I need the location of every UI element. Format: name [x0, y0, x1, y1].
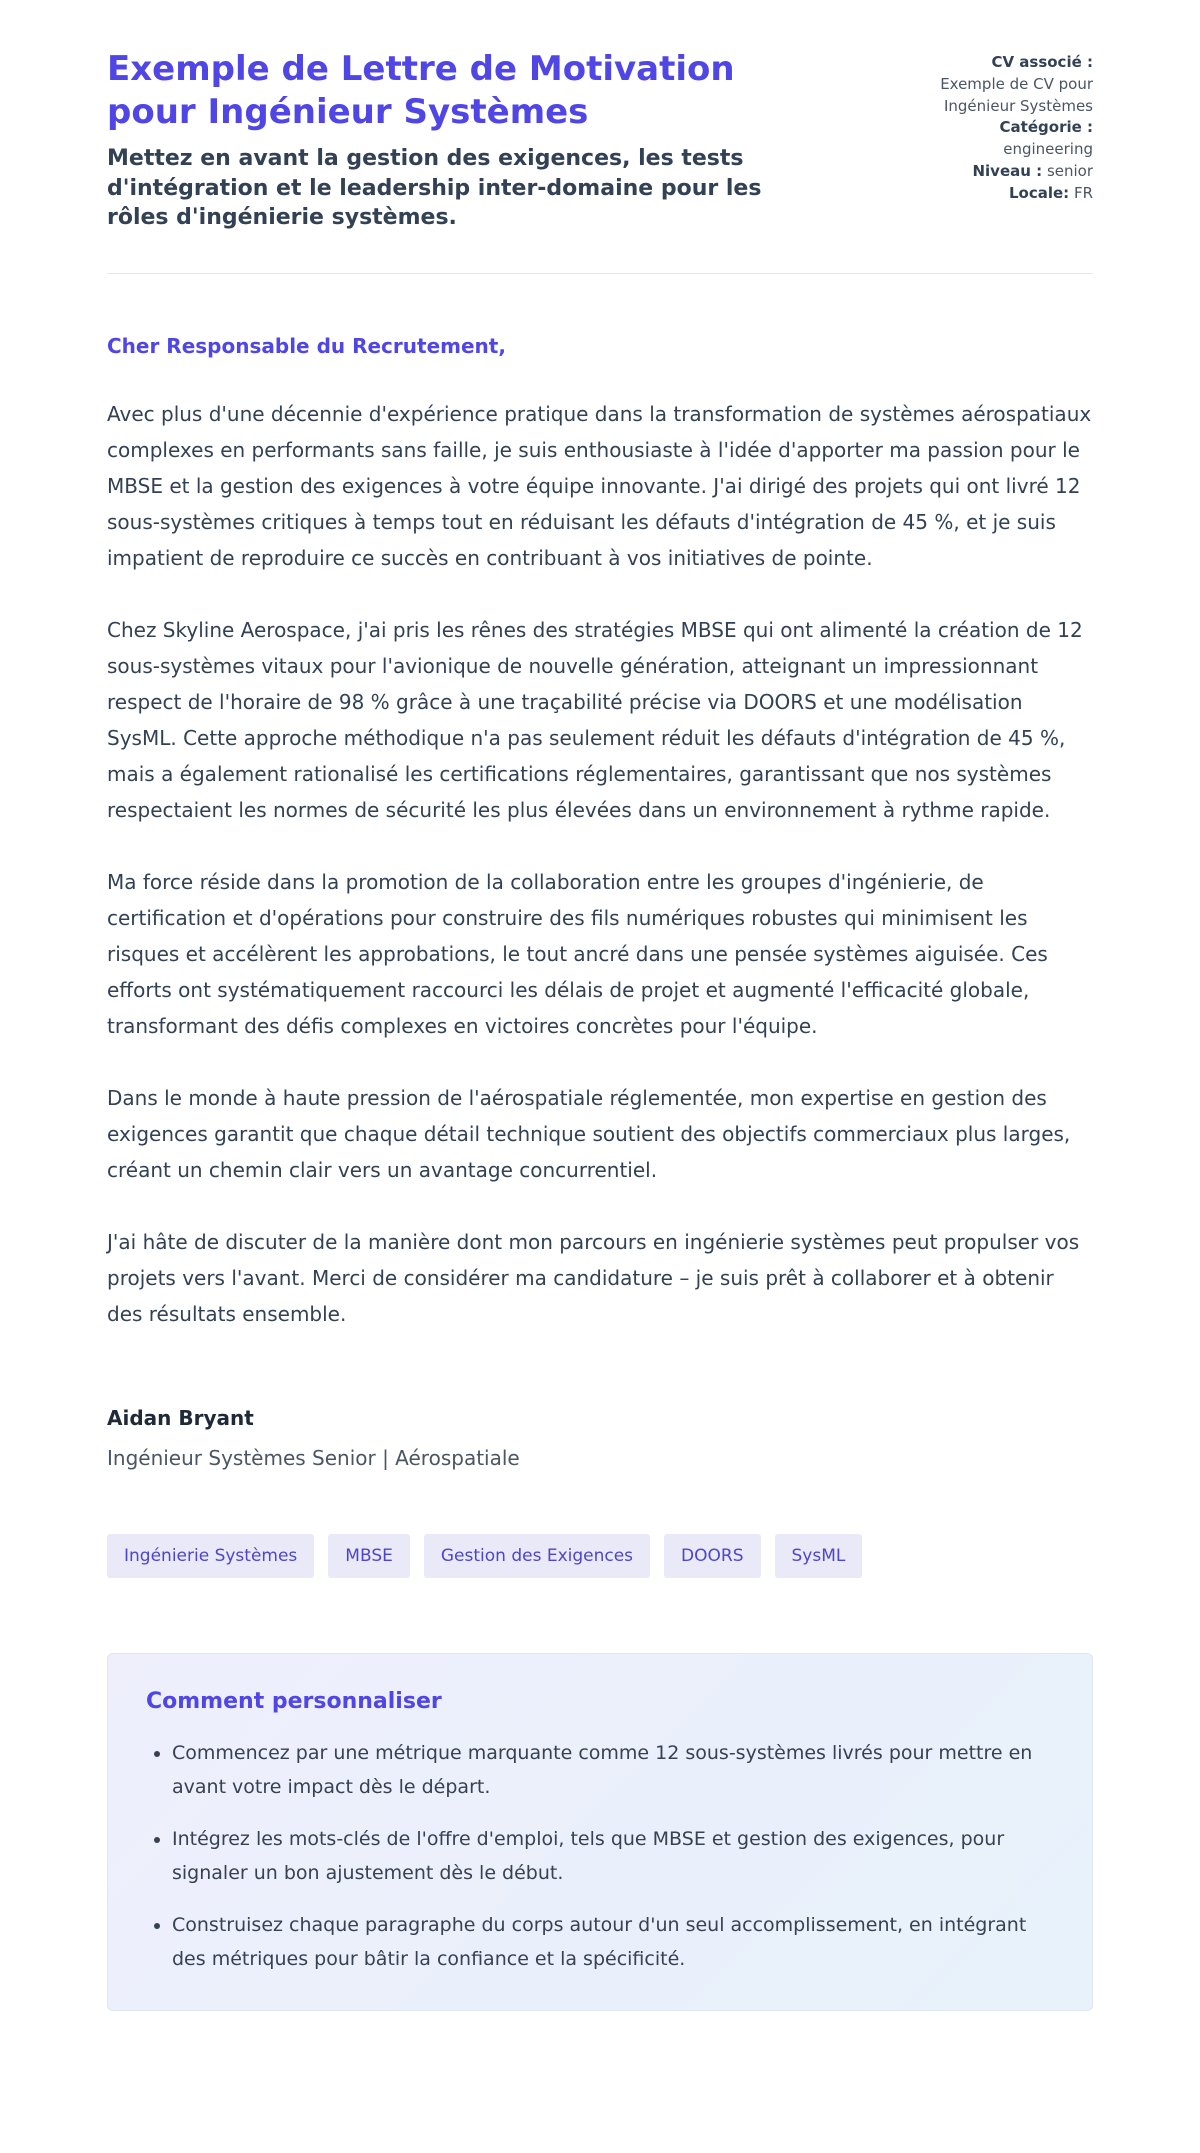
page-subtitle: Mettez en avant la gestion des exigences, les tests d'intégration et le leadership inter-domaine pour les rôles d'ingénierie systèmes.: [107, 145, 762, 231]
howto-title: Comment personnaliser: [146, 1689, 442, 1715]
letter-signature: [107, 1404, 1093, 1472]
howto-tip-1: • Commencez par une métrique marquante comme 12 sous-systèmes livrés pour mettre en avant votre impact dès le départ.: [172, 1736, 1054, 1804]
header-title-block: [107, 48, 827, 233]
howto-tip-2: • Intégrez les mots-clés de l'offre d'emploi, tels que MBSE et gestion des exigences, pour signaler un bon ajustement dès le début.: [172, 1822, 1054, 1890]
meta-value-cv: Exemple de CV pour Ingénieur Systèmes: [940, 74, 1093, 115]
tag-doors[interactable]: DOORS: [664, 1534, 760, 1578]
meta-label-cv: CV associé :: [991, 53, 1093, 71]
meta-row-cv: [933, 52, 1093, 117]
signature-name: Aidan Bryant: [107, 1406, 254, 1431]
howto-tip-3: • Construisez chaque paragraphe du corps autour d'un seul accomplissement, en intégrant des métriques pour bâtir la confiance et la spécificité.: [172, 1908, 1054, 1976]
meta-row-level: [933, 161, 1093, 183]
meta-value-locale: FR: [1073, 183, 1093, 202]
letter-paragraph-2: Chez Skyline Aerospace, j'ai pris les rênes des stratégies MBSE qui ont alimenté la création de 12 sous-systèmes vitaux pour l'avionique de nouvelle génération, atteignant un impressionnant respect de l'horaire de 98 % grâce à une traçabilité précise via DOORS et une modélisation SysML. Cette approche méthodique n'a pas seulement réduit les défauts d'intégration de 45 %, mais a également rationalisé les certifications réglementaires, garantissant que nos systèmes respectaient les normes de sécurité les plus élevées dans un environnement à rythme rapide.: [107, 618, 1083, 823]
tag-ingenierie-systemes[interactable]: Ingénierie Systèmes: [107, 1534, 314, 1578]
page-header: [107, 48, 1093, 233]
page-title: Exemple de Lettre de Motivation pour Ingénieur Systèmes: [107, 49, 735, 132]
letter-paragraph-4: Dans le monde à haute pression de l'aérospatiale réglementée, mon expertise en gestion des exigences garantit que chaque détail technique soutient des objectifs commerciaux plus larges, créant un chemin clair vers un avantage concurrentiel.: [107, 1086, 1071, 1183]
howto-tip-list: [146, 1736, 1054, 1976]
tag-sysml[interactable]: SysML: [775, 1534, 863, 1578]
letter-paragraph-1: Avec plus d'une décennie d'expérience pratique dans la transformation de systèmes aérospatiaux complexes en performants sans faille, je suis enthousiaste à l'idée d'apporter ma passion pour le MBSE et la gestion des exigences à votre équipe innovante. J'ai dirigé des projets qui ont livré 12 sous-systèmes critiques à temps tout en réduisant les défauts d'intégration de 45 %, et je suis impatient de reproduire ce succès en contribuant à vos initiatives de pointe.: [107, 402, 1092, 571]
meta-label-category: Catégorie :: [999, 118, 1093, 137]
letter-paragraph-5: J'ai hâte de discuter de la manière dont mon parcours en ingénierie systèmes peut propulser vos projets vers l'avant. Merci de considérer ma candidature – je suis prêt à collaborer et à obtenir des résultats ensemble.: [107, 1230, 1080, 1327]
meta-label-locale: Locale:: [1008, 183, 1070, 202]
letter-paragraph-3: Ma force réside dans la promotion de la collaboration entre les groupes d'ingénierie, de certification et d'opérations pour construire des fils numériques robustes qui minimisent les risques et accélèrent les approbations, le tout ancré dans une pensée systèmes aiguisée. Ces efforts ont systématiquement raccourci les délais de projet et augmenté l'efficacité globale, transformant des défis complexes en victoires concrètes pour l'équipe.: [107, 870, 1048, 1039]
page-container: [107, 0, 1093, 2075]
tag-gestion-des-exigences[interactable]: Gestion des Exigences: [424, 1534, 650, 1578]
letter-body: [107, 332, 1093, 1472]
meta-value-level: senior: [1046, 161, 1093, 180]
meta-row-category: [933, 117, 1093, 161]
meta-value-category: engineering: [1003, 140, 1093, 158]
letter-greeting: Cher Responsable du Recrutement,: [107, 334, 506, 359]
tag-list: [107, 1534, 1093, 1578]
meta-label-level: Niveau :: [972, 161, 1043, 180]
header-divider: [107, 273, 1093, 274]
tag-mbse[interactable]: MBSE: [328, 1534, 410, 1578]
meta-row-locale: [933, 183, 1093, 205]
meta-panel: [933, 48, 1093, 204]
howto-card: [107, 1653, 1093, 2011]
signature-role: Ingénieur Systèmes Senior | Aérospatiale: [107, 1446, 520, 1471]
